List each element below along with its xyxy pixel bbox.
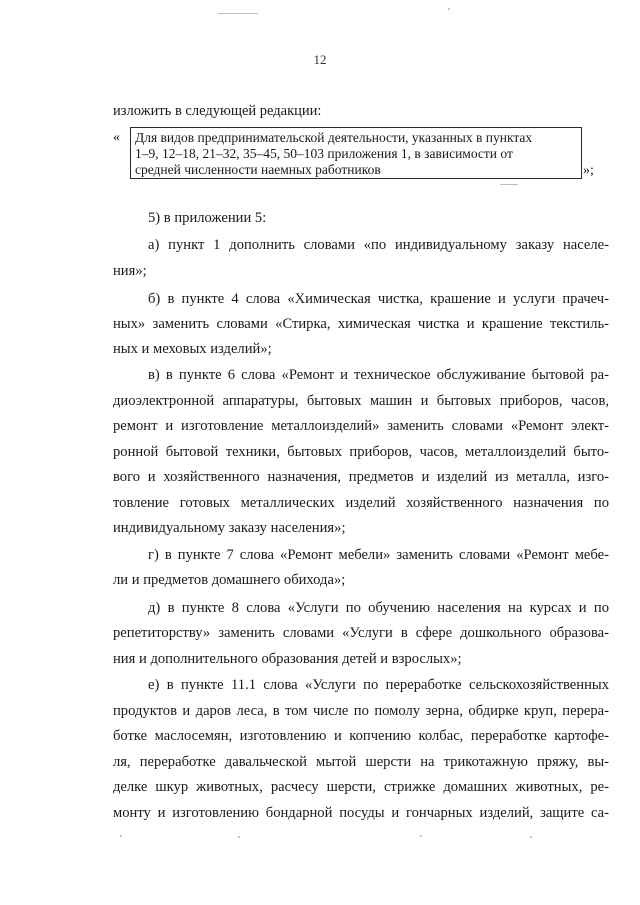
paragraph-g-line-1: г) в пункте 7 слова «Ремонт мебели» заменить словами «Ремонт мебе- (148, 547, 609, 563)
intro-line: изложить в следующей редакции: (113, 103, 322, 119)
paragraph-e-line-5: делке шкур животных, расчесу шерсти, стрижке домашних животных, ре- (113, 779, 609, 795)
page-number: 12 (313, 52, 327, 67)
paragraph-d-line-2: репетиторству» заменить словами «Услуги в сфере дошкольного образова- (113, 625, 609, 641)
paragraph-line: 5) в приложении 5: (148, 210, 267, 226)
paragraph-e-line-6: монту и изготовлению бондарной посуды и гончарных изделий, защите са- (113, 805, 609, 821)
quoted-table-heading-box (130, 127, 582, 179)
paragraph-v-line-5: вого и хозяйственного назначения, предметов и изделий из металла, изго- (113, 469, 609, 485)
paragraph-v-line-3: ремонт и изготовление металлоизделий» заменить словами «Ремонт элект- (113, 418, 609, 434)
paragraph-a-line-2: ния»; (113, 263, 147, 279)
quote-close-mark: »; (583, 163, 594, 178)
paragraph-g-line-2: ли и предметов домашнего обихода»; (113, 572, 346, 588)
scan-artifact (530, 836, 532, 838)
paragraph-b-line-1: б) в пункте 4 слова «Химическая чистка, крашение и услуги прачеч- (148, 291, 609, 307)
scan-artifact (238, 836, 240, 838)
paragraph-d-line-1: д) в пункте 8 слова «Услуги по обучению населения на курсах и по (148, 600, 609, 616)
paragraph-e-line-1: е) в пункте 11.1 слова «Услуги по переработке сельскохозяйственных (148, 677, 609, 693)
paragraph-b-line-2: ных» заменить словами «Стирка, химическая чистка и крашение текстиль- (113, 316, 609, 332)
paragraph-e-line-4: ля, переработке давальческой мытой шерсти на трикотажную пряжу, вы- (113, 754, 609, 770)
quote-open-mark: « (113, 130, 120, 145)
scan-artifact (500, 184, 518, 185)
quote-line-3: средней численности наемных работников (135, 162, 381, 177)
paragraph-v-line-6: товление готовых металлических изделий хозяйственного назначения по (113, 495, 609, 511)
paragraph-v-line-1: в) в пункте 6 слова «Ремонт и техническое обслуживание бытовой ра- (148, 367, 609, 383)
paragraph-b-line-3: ных и меховых изделий»; (113, 341, 272, 357)
paragraph-v-line-4: ронной бытовой техники, бытовых приборов, часов, металлоизделий быто- (113, 444, 609, 460)
paragraph-d-line-3: ния и дополнительного образования детей и взрослых»; (113, 651, 462, 667)
quote-line-2: 1–9, 12–18, 21–32, 35–45, 50–103 приложения 1, в зависимости от (135, 146, 513, 161)
paragraph-e-line-3: ботке маслосемян, изготовлению и копчению колбас, переработке картофе- (113, 728, 609, 744)
paragraph-a-line-1: а) пункт 1 дополнить словами «по индивидуальному заказу населе- (148, 237, 609, 253)
paragraph-v-line-2: диоэлектронной аппаратуры, бытовых машин и бытовых приборов, часов, (113, 393, 609, 409)
scan-artifact (420, 835, 422, 837)
scan-artifact (120, 835, 122, 837)
scan-artifact (448, 8, 450, 10)
paragraph-e-line-2: продуктов и даров леса, в том числе по помолу зерна, обдирке круп, перера- (113, 703, 609, 719)
paragraph-v-line-7: индивидуальному заказу населения»; (113, 520, 346, 536)
scan-artifact (218, 13, 258, 14)
quote-line-1: Для видов предпринимательской деятельности, указанных в пунктах (135, 130, 533, 145)
paragraph-item-5 (148, 210, 640, 227)
